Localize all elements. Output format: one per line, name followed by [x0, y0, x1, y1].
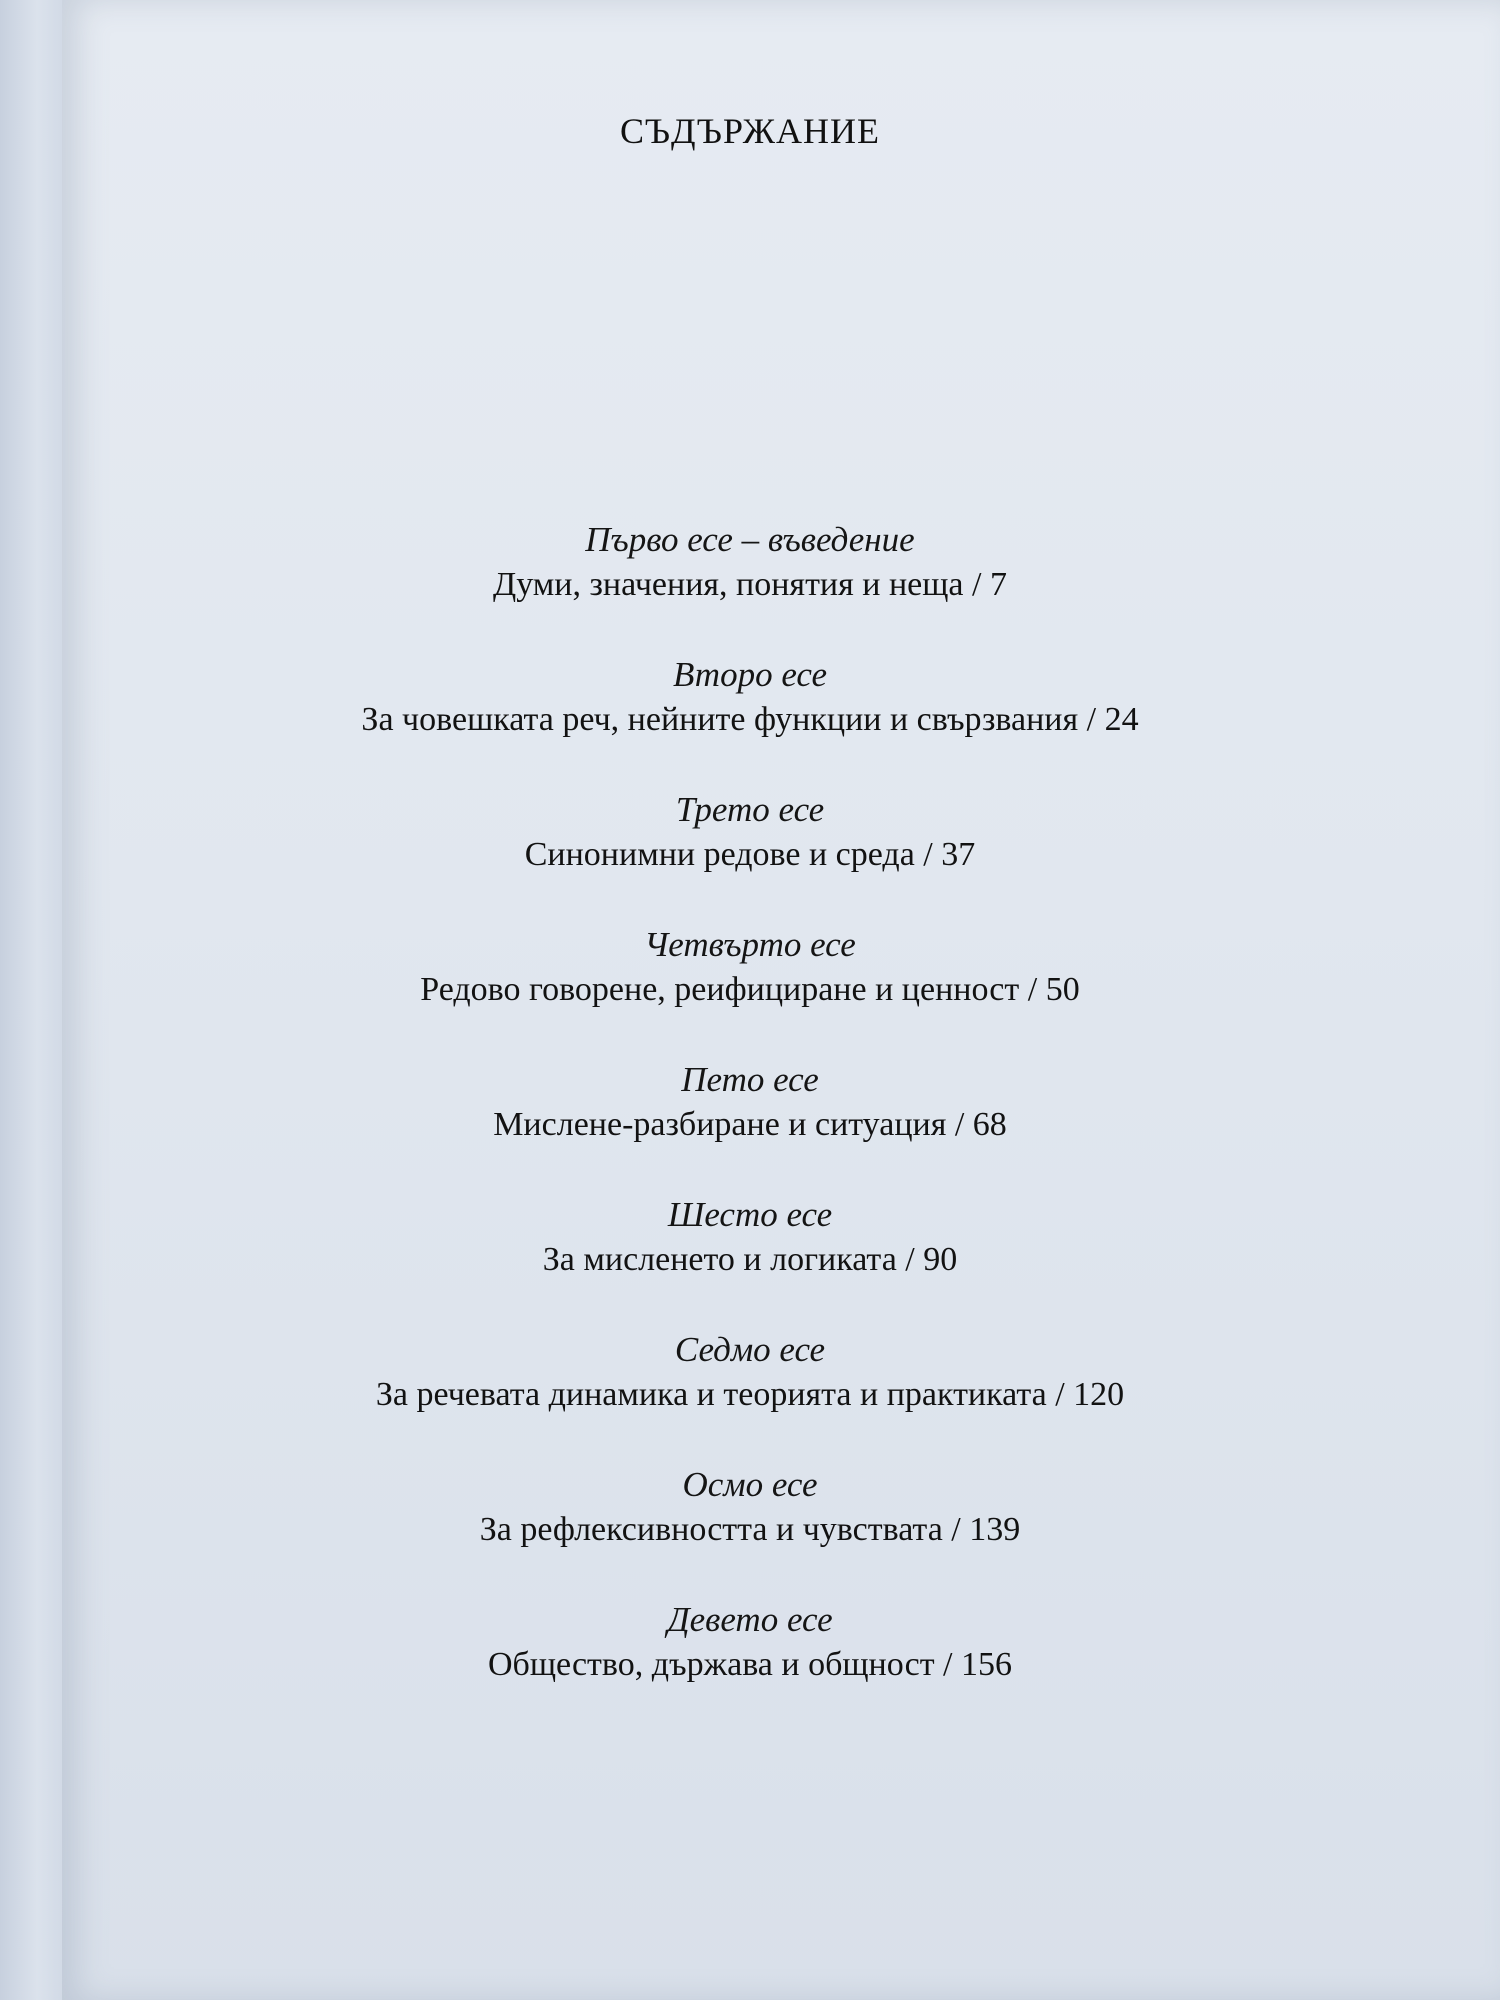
toc-entry	[0, 1328, 1500, 1418]
toc-entry	[0, 1598, 1500, 1688]
toc-entry	[0, 923, 1500, 1013]
essay-title: За човешката реч, нейните функции и свързвания / 24	[361, 701, 1139, 738]
essay-title: За рефлексивността и чувствата / 139	[479, 1511, 1021, 1548]
essay-label: Второ есе	[672, 655, 827, 694]
essay-title: За речевата динамика и теорията и практиката / 120	[375, 1376, 1125, 1413]
essay-label: Осмо есе	[682, 1465, 818, 1504]
essay-label: Седмо есе	[674, 1330, 826, 1369]
toc-entry	[0, 1058, 1500, 1148]
table-of-contents	[0, 518, 1500, 1733]
toc-entry	[0, 788, 1500, 878]
toc-entry	[0, 1463, 1500, 1553]
toc-entry	[0, 1193, 1500, 1283]
essay-title: Синонимни редове и среда / 37	[524, 836, 976, 873]
essay-label: Девето есе	[667, 1600, 833, 1639]
essay-title: Мислене-разбиране и ситуация / 68	[493, 1106, 1007, 1143]
toc-entry	[0, 518, 1500, 608]
essay-title: Редово говорене, реифициране и ценност / 50	[420, 971, 1080, 1008]
essay-label: Пето есе	[681, 1060, 819, 1099]
essay-label: Първо есе – въведение	[585, 520, 915, 559]
essay-title: За мисленето и логиката / 90	[542, 1241, 958, 1278]
essay-label: Шесто есе	[667, 1195, 833, 1234]
essay-title: Думи, значения, понятия и неща / 7	[493, 566, 1007, 603]
essay-label: Трето есе	[675, 790, 825, 829]
essay-label: Четвърто есе	[644, 925, 856, 964]
page-title: СЪДЪРЖАНИЕ	[620, 111, 880, 151]
toc-entry	[0, 653, 1500, 743]
essay-title: Общество, държава и общност / 156	[487, 1646, 1012, 1683]
